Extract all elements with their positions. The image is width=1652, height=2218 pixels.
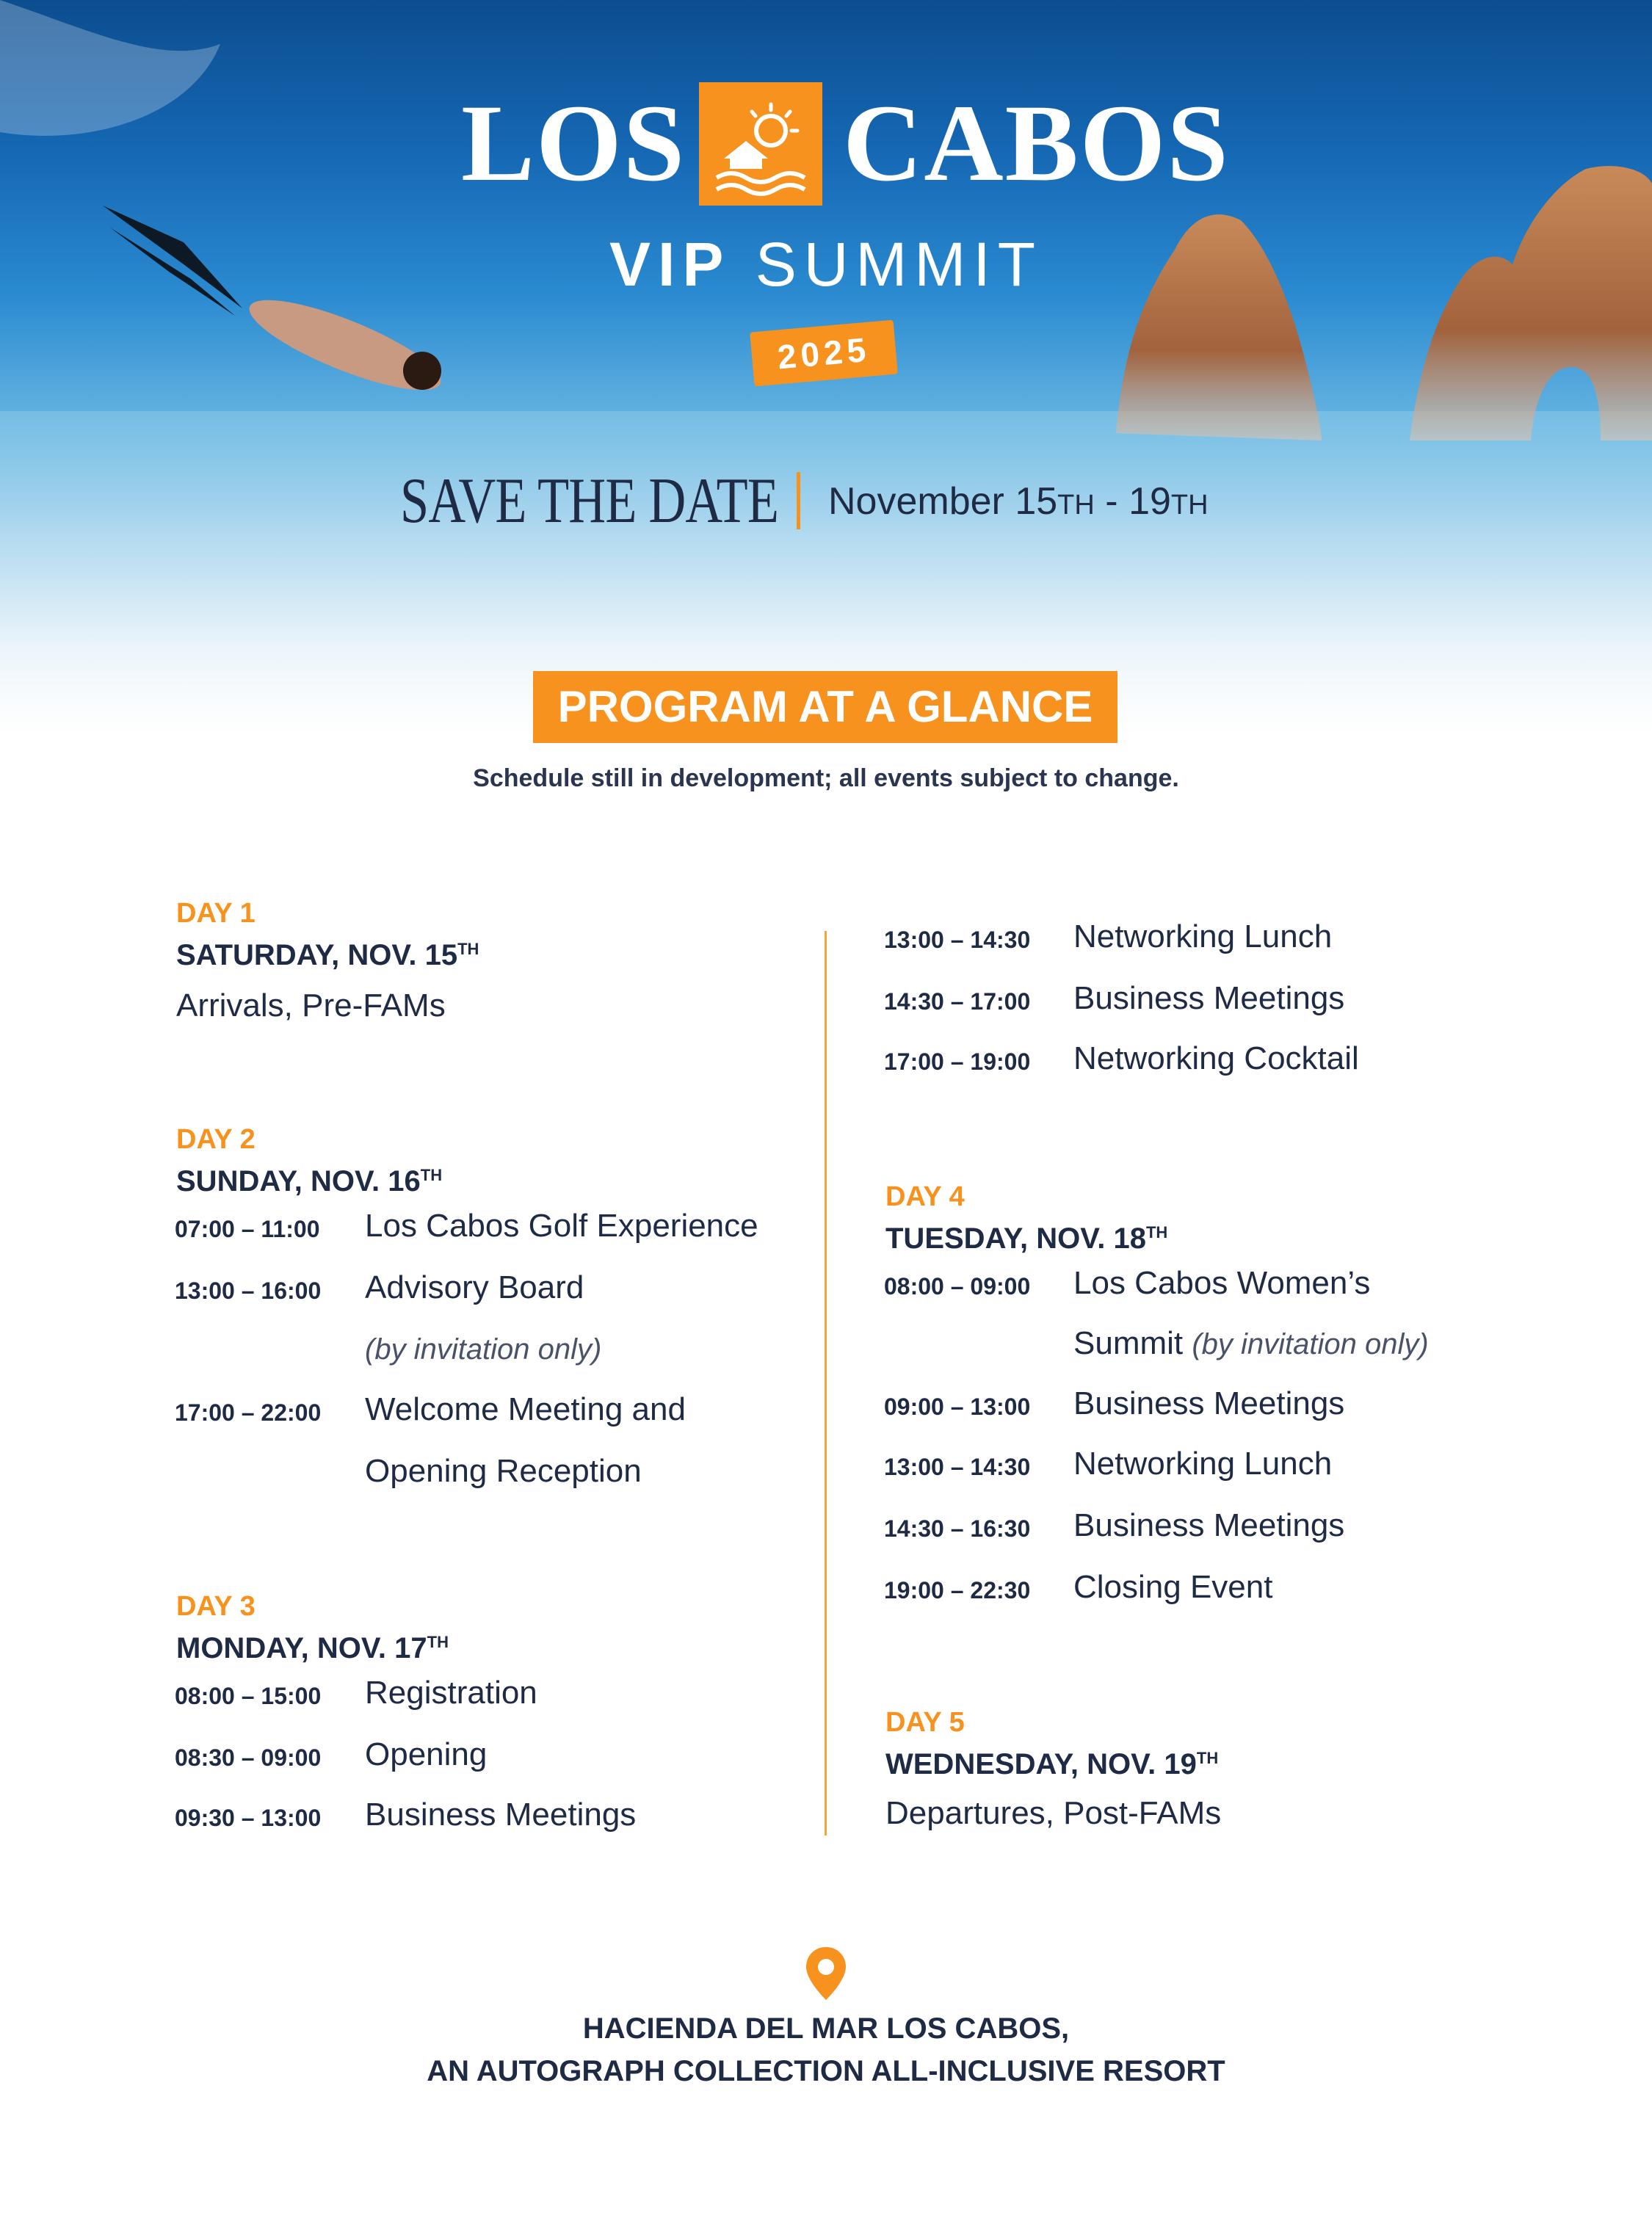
save-date-divider	[797, 472, 800, 529]
event-title: Business Meetings	[365, 1797, 637, 1833]
event-time: 17:00 – 22:00	[175, 1399, 322, 1426]
day-date-text: WEDNESDAY, NOV. 19	[885, 1748, 1197, 1780]
event-title: Registration	[365, 1675, 537, 1711]
day-date-suffix: TH	[427, 1633, 449, 1651]
event-title-continued: Opening Reception	[365, 1453, 642, 1489]
day-5-text: Departures, Post-FAMs	[885, 1795, 1222, 1831]
event-title: Closing Event	[1073, 1569, 1273, 1605]
event-title: Networking Lunch	[1073, 918, 1333, 954]
day-label: DAY 5	[885, 1707, 965, 1738]
day-date	[885, 1214, 1167, 1257]
location-pin-icon	[804, 1946, 848, 2001]
day-label: DAY 4	[885, 1181, 965, 1212]
rock-arch	[1410, 166, 1652, 441]
date-end: 19	[1128, 480, 1171, 523]
venue-address	[0, 2007, 1652, 2092]
day-1-text: Arrivals, Pre-FAMs	[176, 987, 446, 1023]
day-date-suffix: TH	[1196, 1749, 1219, 1767]
event-time: 13:00 – 14:30	[884, 927, 1031, 953]
brand-right-text: CABOS	[843, 82, 1230, 204]
event-time: 13:00 – 16:00	[175, 1277, 322, 1304]
event-title-continued-text: Summit	[1073, 1325, 1184, 1361]
program-note: Schedule still in development; all events subject to change.	[473, 764, 1179, 792]
event-date-range	[828, 466, 1209, 540]
save-the-date-row	[0, 466, 1652, 537]
event-time: 07:00 – 11:00	[175, 1216, 320, 1242]
event-subtitle	[0, 229, 1652, 300]
sun-house-waves-emblem-icon	[699, 82, 822, 206]
date-end-suffix: TH	[1170, 490, 1209, 521]
event-title: Networking Lunch	[1073, 1446, 1333, 1482]
event-title: Los Cabos Golf Experience	[365, 1208, 758, 1244]
day-date-suffix: TH	[1145, 1223, 1168, 1242]
day-date-text: TUESDAY, NOV. 18	[885, 1222, 1146, 1255]
subtitle-summit: SUMMIT	[755, 230, 1043, 299]
event-title: Business Meetings	[1073, 980, 1345, 1016]
day-date	[885, 1740, 1218, 1783]
event-note: (by invitation only)	[365, 1333, 602, 1366]
event-time: 09:00 – 13:00	[884, 1394, 1031, 1420]
event-time: 19:00 – 22:30	[884, 1577, 1031, 1603]
save-the-date-label: SAVE THE DATE	[400, 465, 779, 537]
day-label: DAY 2	[176, 1124, 256, 1155]
day-date-suffix: TH	[420, 1166, 443, 1184]
event-title: Advisory Board	[365, 1269, 584, 1305]
day-date-text: SUNDAY, NOV. 16	[176, 1165, 421, 1197]
venue-line-1: HACIENDA DEL MAR LOS CABOS,	[582, 2012, 1070, 2045]
venue-line-2: AN AUTOGRAPH COLLECTION ALL-INCLUSIVE RESORT	[427, 2055, 1225, 2087]
day-date-text: SATURDAY, NOV. 15	[176, 939, 458, 971]
day-date	[176, 1157, 442, 1200]
day-date	[176, 1624, 449, 1667]
event-title: Opening	[365, 1736, 488, 1772]
event-time: 14:30 – 16:30	[884, 1515, 1031, 1542]
event-time: 08:00 – 15:00	[175, 1683, 322, 1709]
day-date	[176, 931, 479, 974]
column-divider	[825, 931, 827, 1835]
event-title: Welcome Meeting and	[365, 1391, 686, 1427]
event-time: 08:00 – 09:00	[884, 1273, 1031, 1300]
brand-logo	[0, 81, 1652, 206]
event-time: 13:00 – 14:30	[884, 1454, 1031, 1480]
event-time: 09:30 – 13:00	[175, 1805, 322, 1831]
brand-left-text: LOS	[461, 82, 686, 204]
event-time: 08:30 – 09:00	[175, 1744, 322, 1771]
day-label: DAY 1	[176, 898, 256, 929]
day-date-text: MONDAY, NOV. 17	[176, 1632, 427, 1664]
year-badge: 2025	[750, 320, 898, 387]
event-title: Business Meetings	[1073, 1507, 1345, 1543]
hero-banner	[0, 0, 1652, 734]
event-title: Los Cabos Women’s	[1073, 1265, 1371, 1301]
day-date-suffix: TH	[457, 940, 479, 958]
date-start: 15	[1015, 480, 1058, 523]
date-month: November	[828, 480, 1004, 523]
event-time: 17:00 – 19:00	[884, 1048, 1031, 1075]
event-title-continued	[1073, 1323, 1429, 1365]
day-label: DAY 3	[176, 1591, 256, 1622]
date-start-suffix: TH	[1057, 490, 1095, 521]
event-title: Business Meetings	[1073, 1385, 1345, 1421]
date-separator: -	[1105, 480, 1118, 523]
event-title: Networking Cocktail	[1073, 1040, 1359, 1076]
event-time: 14:30 – 17:00	[884, 988, 1031, 1015]
subtitle-vip: VIP	[609, 230, 731, 299]
program-title-badge: PROGRAM AT A GLANCE	[533, 671, 1117, 743]
event-note: (by invitation only)	[1192, 1328, 1429, 1360]
